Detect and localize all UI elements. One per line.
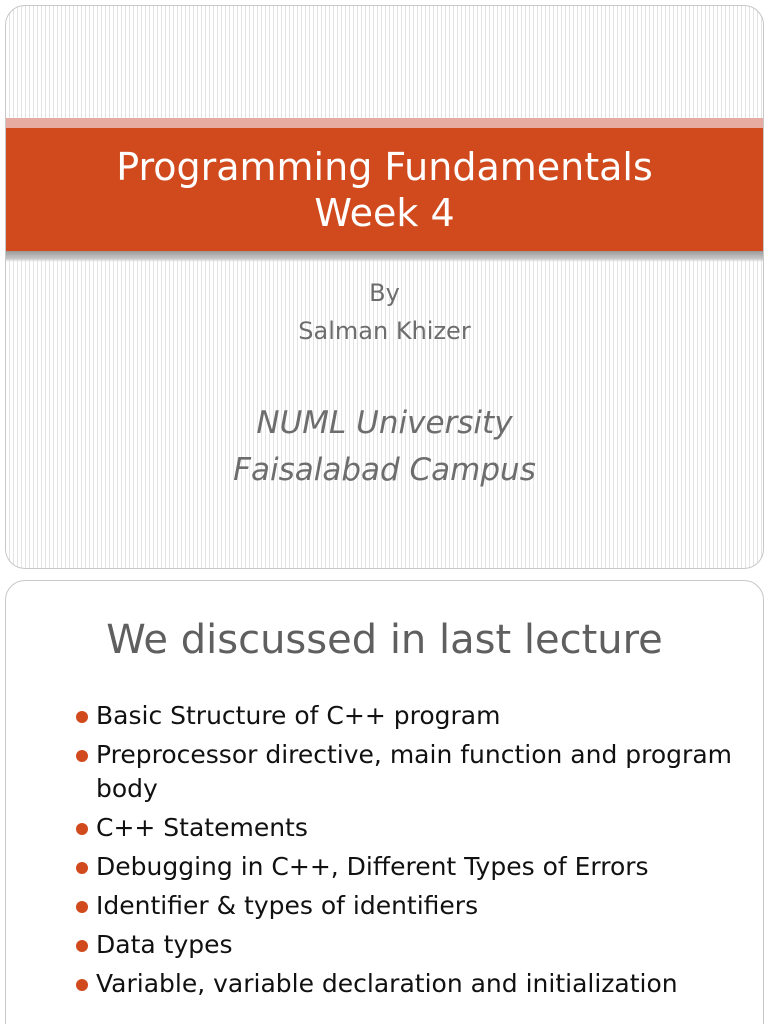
list-item: [72, 850, 752, 884]
bullet-text: Debugging in C++, Different Types of Errors: [96, 852, 649, 881]
list-item: [72, 738, 752, 806]
title-slide: [5, 5, 764, 569]
affiliation: [6, 400, 763, 494]
bullet-text: Variable, variable declaration and initialization: [96, 969, 678, 998]
recap-slide: [5, 580, 764, 1024]
bullet-dot-icon: [76, 711, 88, 723]
bullet-dot-icon: [76, 823, 88, 835]
list-item: [72, 699, 752, 733]
list-item: [72, 811, 752, 845]
bullet-text: Basic Structure of C++ program: [96, 701, 501, 730]
title-band-shadow: [6, 251, 763, 262]
title-band: [6, 118, 763, 262]
bullet-dot-icon: [76, 901, 88, 913]
recap-slide-title: We discussed in last lecture: [106, 617, 663, 663]
campus-name: Faisalabad Campus: [233, 452, 536, 488]
university-name: NUML University: [256, 405, 513, 441]
bullet-dot-icon: [76, 979, 88, 991]
list-item: [72, 889, 752, 923]
list-item: [72, 928, 752, 962]
bullet-text: Data types: [96, 930, 233, 959]
bullet-list: [72, 699, 752, 1006]
title-band-main: [6, 128, 763, 251]
byline: [6, 274, 763, 350]
bullet-dot-icon: [76, 862, 88, 874]
by-label: By: [369, 279, 400, 307]
bullet-text: Preprocessor directive, main function and program body: [96, 740, 732, 803]
author-name: Salman Khizer: [298, 317, 471, 345]
title-band-accent-strip: [6, 118, 763, 128]
bullet-text: C++ Statements: [96, 813, 308, 842]
slide-title-line-2: Week 4: [314, 190, 455, 235]
bullet-text: Identifier & types of identifiers: [96, 891, 479, 920]
list-item: [72, 967, 752, 1001]
slide-title-line-1: Programming Fundamentals: [116, 144, 653, 189]
bullet-dot-icon: [76, 940, 88, 952]
bullet-dot-icon: [76, 750, 88, 762]
